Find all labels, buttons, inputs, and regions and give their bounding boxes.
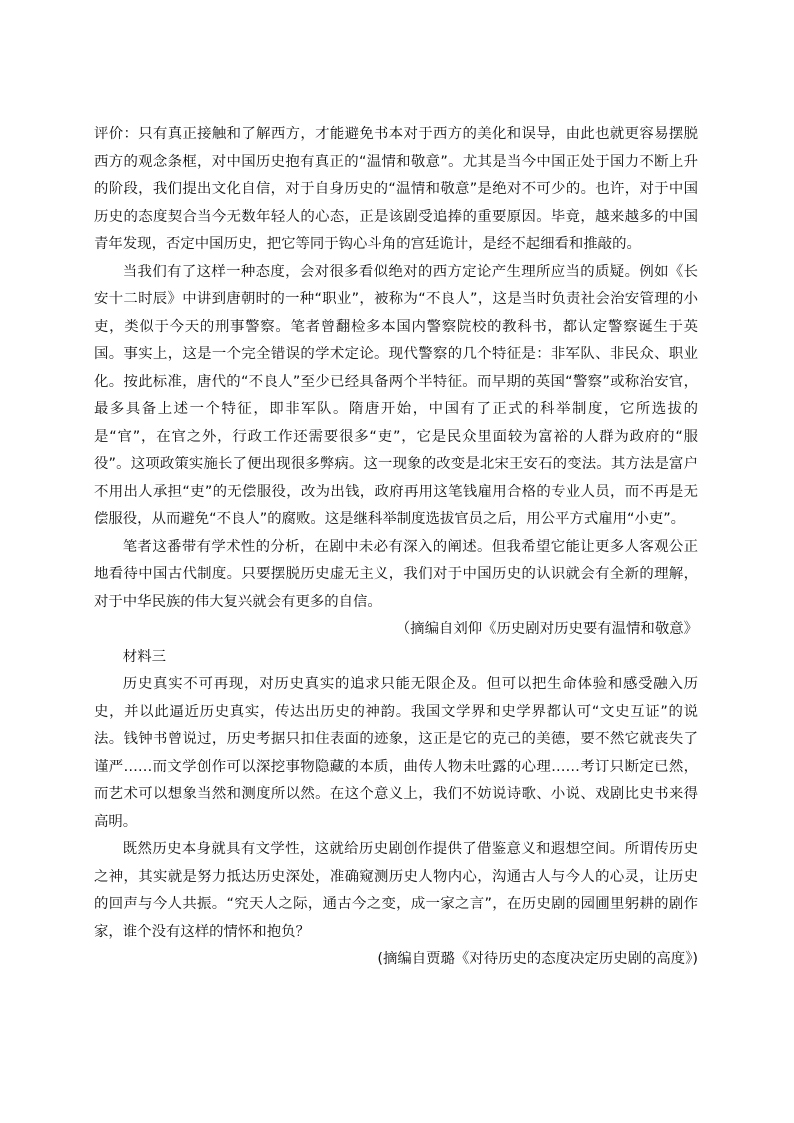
paragraph-historical-truth: 历史真实不可再现，对历史真实的追求只能无限企及。但可以把生命体验和感受融入历史，并以此逼近历史真实，传达出历史的神韵。我国文学界和史学界都认可“文史互证”的说法。钱钟书曾说过，历史考据只扣住表面的迹象，这正是它的克己的美德，要不然它就丧失了谨严……而文学创作可以深挖事物隐藏的本质，曲传人物未吐露的心理……考订只断定已然，而艺术可以想象当然和测度所以然。在这个意义上，我们不妨说诗歌、小说、戏剧比史书来得高明。	[94, 676, 698, 830]
paragraph-review: 评价：只有真正接触和了解西方，才能避免书本对于西方的美化和误导，由此也就更容易摆脱西方的观念条框，对中国历史抱有真正的“温情和敬意”。尤其是当今中国正处于国力不断上升的阶段，我们提出文化自信，对于自身历史的“温情和敬意”是绝对不可少的。也许，对于中国历史的态度契合当今无数年轻人的心态，正是该剧受追捧的重要原因。毕竟，越来越多的中国青年发现，否定中国历史，把它等同于钩心斗角的宫廷诡计，是经不起细看和推敲的。	[94, 126, 698, 252]
paragraph-attitude: 当我们有了这样一种态度，会对很多看似绝对的西方定论产生理所应当的质疑。例如《长安十二时辰》中讲到唐朝时的一种“职业”，被称为“不良人”，这是当时负责社会治安管理的小吏，类似于今天的刑事警察。笔者曾翻检多本国内警察院校的教科书，都认定警察诞生于英国。事实上，这是一个完全错误的学术定论。现代警察的几个特征是：非军队、非民众、职业化。按此标准，唐代的“不良人”至少已经具备两个半特征。而早期的英国“警察”或称治安官，最多具备上述一个特征，即非军队。隋唐开始，中国有了正式的科举制度，它所选拔的是“官”，在官之外，行政工作还需要很多“吏”，它是民众里面较为富裕的人群为政府的“服役”。这项政策实施长了便出现很多弊病。这一现象的改变是北宋王安石的变法。其方法是富户不用出人承担“吏”的无偿服役，改为出钱，政府再用这笔钱雇用合格的专业人员，而不再是无偿服役，从而避免“不良人”的腐败。这是继科举制度选拔官员之后，用公平方式雇用“小吏”。	[94, 263, 698, 527]
paragraph-literary-nature: 既然历史本身就具有文学性，这就给历史剧创作提供了借鉴意义和遐想空间。所谓传历史之神，其实就是努力抵达历史深处，准确窥测历史人物内心，沟通古人与今人的心灵，让历史的回声与今人共振。“究天人之际，通古今之变，成一家之言”，在历史剧的园圃里躬耕的剧作家，谁个没有这样的情怀和抱负？	[94, 841, 698, 940]
document-page	[94, 121, 698, 974]
section-heading-material-3: 材料三	[122, 648, 166, 665]
source-citation-1: （摘编自刘仰《历史剧对历史要有温情和敬意》	[395, 621, 698, 637]
paragraph-analysis: 笔者这番带有学术性的分析，在剧中未必有深入的阐述。但我希望它能让更多人客观公正地看待中国古代制度。只要摆脱历史虚无主义，我们对于中国历史的认识就会有全新的理解，对于中华民族的伟大复兴就会有更多的自信。	[94, 538, 698, 610]
source-citation-2: (摘编自贾璐《对待历史的态度决定历史剧的高度》)	[377, 951, 698, 967]
